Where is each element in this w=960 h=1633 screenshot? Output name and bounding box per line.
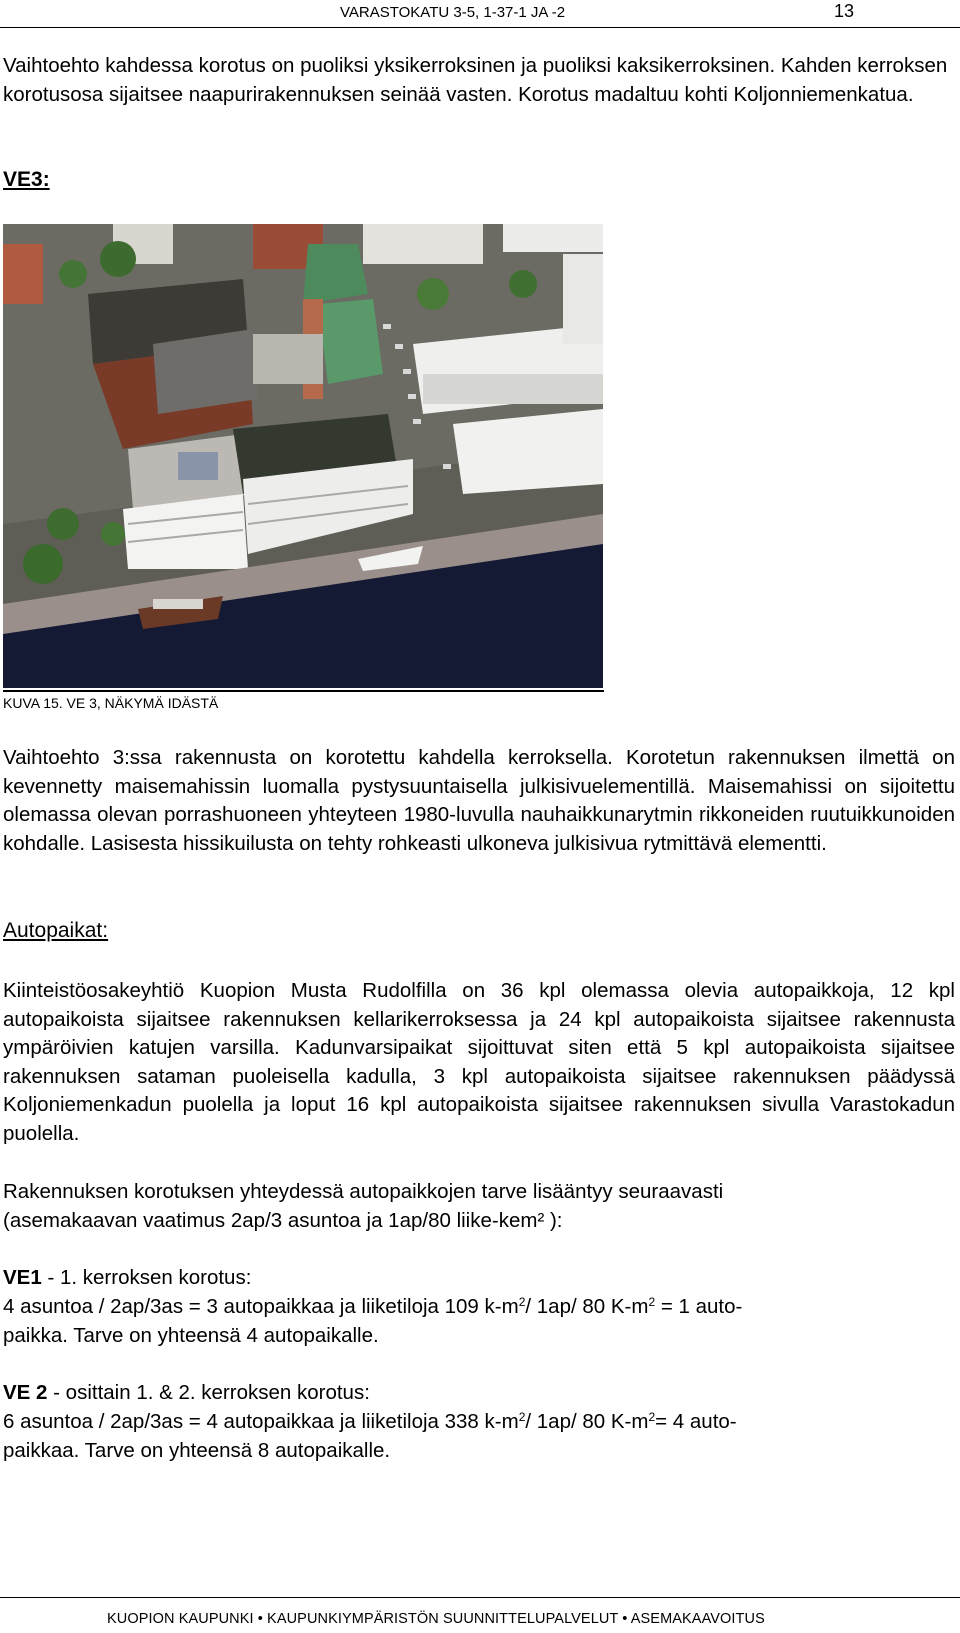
aerial-photo-drawing xyxy=(3,224,603,688)
autopaikat-heading: Autopaikat: xyxy=(3,919,109,942)
ve1-calc-c: = 1 auto- xyxy=(655,1295,743,1318)
page-footer: KUOPION KAUPUNKI • KAUPUNKIYMPÄRISTÖN SUUNNITTELUPALVELUT • ASEMAKAAVOITUS xyxy=(107,1611,765,1627)
requirement-line-2: (asemakaavan vaatimus 2ap/3 asuntoa ja 1ap/80 liike-kem² ): xyxy=(3,1209,563,1232)
ve3-heading: VE3: xyxy=(3,168,50,191)
ve1-title: - 1. kerroksen korotus: xyxy=(41,1266,252,1289)
superscript-2: 2 xyxy=(518,1295,526,1309)
footer-divider xyxy=(0,1597,960,1598)
ve1-calc-a: 4 asuntoa / 2ap/3as = 3 autopaikkaa ja liiketiloja 109 k-m xyxy=(3,1295,519,1318)
ve2-label: VE 2 xyxy=(3,1381,48,1404)
superscript-2: 2 xyxy=(648,1295,656,1309)
ve2-title-line xyxy=(3,1381,370,1405)
ve2-calc-b: / 1ap/ 80 K-m xyxy=(525,1410,649,1433)
requirement-line-1: Rakennuksen korotuksen yhteydessä autopaikkojen tarve lisääntyy seuraavasti xyxy=(3,1180,724,1203)
page-number: 13 xyxy=(834,1,855,21)
ve1-label: VE1 xyxy=(3,1266,42,1289)
running-header: VARASTOKATU 3-5, 1-37-1 JA -2 xyxy=(340,4,566,21)
ve3-paragraph: Vaihtoehto 3:ssa rakennusta on korotettu kahdella kerroksella. Korotetun rakennuksen ilmettä on kevennetty maisemahissin luomalla pystysuuntaisella julkisivuelementillä. Maisemahissi on sijoitettu olemassa olevan porrashuoneen yhteyteen 1980-luvulla nauhaikkunarytmin rikkoneiden ruutuikkunoiden kohdalle. Lasisesta hissikuilusta on tehty rohkeasti ulkoneva julkisivua rytmittävä elementti. xyxy=(3,746,955,855)
ve1-calc-b: / 1ap/ 80 K-m xyxy=(525,1295,649,1318)
figure-rule xyxy=(3,690,604,692)
ve1-summary: paikka. Tarve on yhteensä 4 autopaikalle. xyxy=(3,1324,379,1347)
ve1-calculation xyxy=(3,1295,742,1319)
figure-caption: KUVA 15. VE 3, NÄKYMÄ IDÄSTÄ xyxy=(3,695,219,711)
superscript-2: 2 xyxy=(648,1410,656,1424)
ve1-title-line xyxy=(3,1266,251,1290)
intro-paragraph: Vaihtoehto kahdessa korotus on puoliksi yksikerroksinen ja puoliksi kaksikerroksinen. Kahden kerroksen korotusosa sijaitsee naapurirakennuksen seinää vasten. Korotus madaltuu kohti Koljonniemenkatua. xyxy=(3,54,948,106)
aerial-photo-ve3 xyxy=(3,224,603,688)
ve2-summary: paikkaa. Tarve on yhteensä 8 autopaikalle. xyxy=(3,1439,391,1462)
header-divider xyxy=(0,27,960,28)
superscript-2: 2 xyxy=(518,1410,526,1424)
ve2-title: - osittain 1. & 2. kerroksen korotus: xyxy=(47,1381,370,1404)
ve2-calculation xyxy=(3,1410,737,1434)
ve2-calc-c: = 4 auto- xyxy=(655,1410,737,1433)
autopaikat-paragraph: Kiinteistöosakeyhtiö Kuopion Musta Rudolfilla on 36 kpl olemassa olevia autopaikkoja, 12 kpl autopaikoista sijaitsee rakennuksen kellarikerroksessa ja 24 kpl autopaikoista sijaitsee rakennusta ympäröivien katujen varsilla. Kadunvarsipaikat sijoittuvat siten että 5 kpl autopaikoista sijaitsee rakennuksen sataman puoleisella kadulla, 3 kpl autopaikoista sijaitsee rakennuksen päädyssä Koljoniemenkadun puolella ja loput 16 kpl autopaikoista sijaitsee rakennuksen sivulla Varastokadun puolella. xyxy=(3,979,955,1145)
ve2-calc-a: 6 asuntoa / 2ap/3as = 4 autopaikkaa ja liiketiloja 338 k-m xyxy=(3,1410,519,1433)
